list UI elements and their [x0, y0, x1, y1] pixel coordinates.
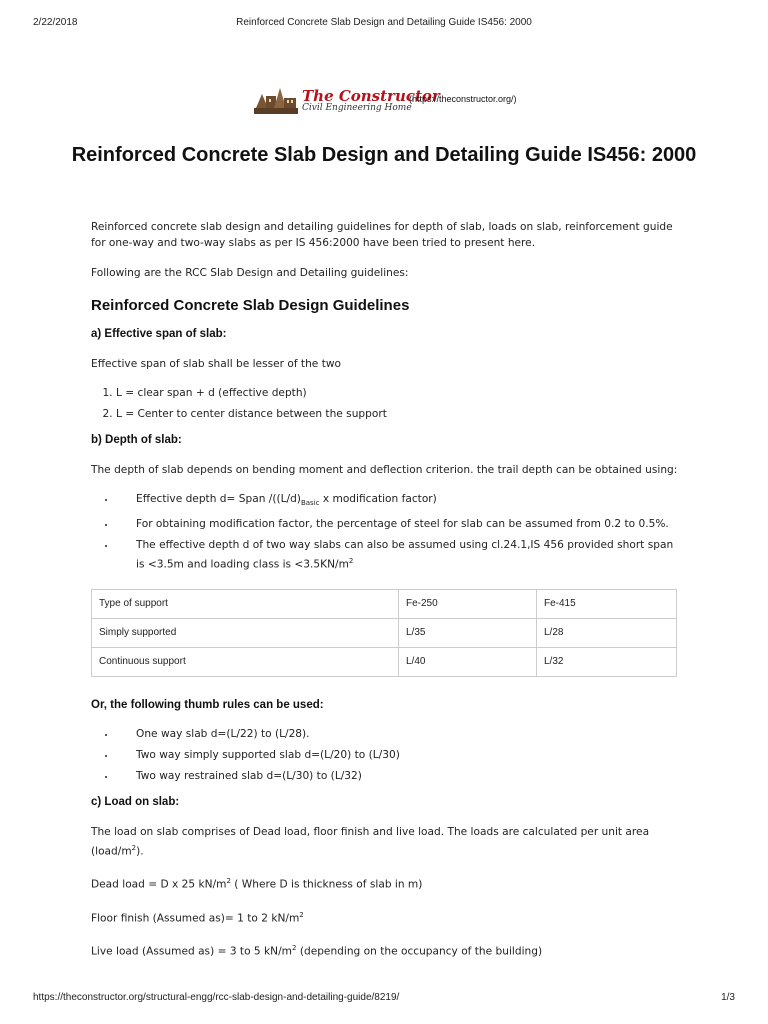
superscript: 2 [292, 944, 297, 953]
page-title: Reinforced Concrete Slab Design and Detailing Guide IS456: 2000 [71, 144, 697, 166]
table-cell: L/32 [537, 647, 677, 676]
depth-heading: b) Depth of slab: [91, 434, 182, 446]
logo-url-link[interactable]: (https://theconstructor.org/) [409, 94, 517, 104]
depth-list [91, 491, 681, 573]
load-text-end: ). [136, 845, 144, 858]
intro-paragraph: Reinforced concrete slab design and detailing guidelines for depth of slab, loads on slab, reinforcement guide for one-way and two-way slabs as per IS 456:2000 have been tried to present here. [91, 221, 673, 249]
list-item: 1. L = clear span + d (effective depth) [116, 385, 681, 401]
span-list [91, 385, 681, 422]
article-body [91, 219, 681, 960]
table-cell: Type of support [92, 589, 399, 618]
list-item: • Two way restrained slab d=(L/30) to (L/32) [116, 768, 681, 784]
list-item: 2. L = Center to center distance between the support [116, 406, 681, 422]
depth-ratio-table [91, 589, 677, 677]
table-row [92, 589, 677, 618]
live-load-text: Live load (Assumed as) = 3 to 5 kN/m [91, 945, 292, 958]
superscript: 2 [348, 557, 354, 566]
live-load [91, 940, 681, 960]
span-text: Effective span of slab shall be lesser of the two [91, 358, 341, 370]
live-load-note: (depending on the occupancy of the building) [296, 945, 543, 958]
depth-text: The depth of slab depends on bending moment and deflection criterion. the trail depth can be obtained using: [91, 464, 678, 476]
list-item: • Two way simply supported slab d=(L/20) to (L/30) [116, 747, 681, 763]
table-cell: Fe-250 [399, 589, 537, 618]
header-title: Reinforced Concrete Slab Design and Detailing Guide IS456: 2000 [236, 17, 532, 28]
thumb-list [91, 726, 681, 784]
load-text-main: The load on slab comprises of Dead load, floor finish and live load. The loads are calculated per unit area (load/m [91, 825, 650, 858]
header-date: 2/22/2018 [33, 17, 78, 28]
table-cell: L/35 [399, 618, 537, 647]
floor-finish-text: Floor finish (Assumed as)= 1 to 2 kN/m [91, 912, 300, 925]
bullet-text: x modification factor) [319, 493, 437, 505]
following-paragraph: Following are the RCC Slab Design and Detailing guidelines: [91, 267, 409, 279]
table-cell: L/40 [399, 647, 537, 676]
dead-load [91, 873, 681, 893]
footer-url[interactable]: https://theconstructor.org/structural-engg/rcc-slab-design-and-detailing-guide/8219/ [33, 992, 400, 1003]
table-row [92, 618, 677, 647]
span-heading: a) Effective span of slab: [91, 328, 227, 340]
superscript: 2 [131, 843, 137, 852]
list-item: • For obtaining modification factor, the percentage of steel for slab can be assumed from 0.2 to 0.5%. [116, 516, 681, 532]
floor-finish [91, 907, 681, 927]
logo-tagline: Civil Engineering Home [302, 103, 412, 113]
list-item [116, 491, 681, 511]
load-text [91, 824, 681, 860]
load-heading: c) Load on slab: [91, 795, 180, 808]
superscript: 2 [299, 910, 304, 919]
section-heading: Reinforced Concrete Slab Design Guidelines [91, 297, 410, 314]
list-item [116, 537, 681, 573]
building-icon [252, 84, 300, 118]
table-row [92, 647, 677, 676]
dead-load-text: Dead load = D x 25 kN/m [91, 878, 227, 891]
bullet-text: Effective depth d= Span /((L/d) [136, 493, 301, 505]
table-cell: Simply supported [92, 618, 399, 647]
subscript: Basic [300, 499, 320, 508]
table-cell: L/28 [537, 618, 677, 647]
thumb-heading: Or, the following thumb rules can be used: [91, 698, 324, 711]
bullet-text: The effective depth d of two way slabs can also be assumed using cl.24.1,IS 456 provided short span is <3.5m and loading class is <3.5KN/m [136, 539, 674, 571]
table-cell: Continuous support [92, 647, 399, 676]
list-item: • One way slab d=(L/22) to (L/28). [116, 726, 681, 742]
site-logo[interactable] [252, 84, 522, 118]
footer-page-number: 1/3 [721, 992, 735, 1003]
table-cell: Fe-415 [537, 589, 677, 618]
dead-load-note: ( Where D is thickness of slab in m) [230, 878, 423, 891]
superscript: 2 [226, 877, 231, 886]
logo-name: The Constructor [302, 87, 440, 105]
